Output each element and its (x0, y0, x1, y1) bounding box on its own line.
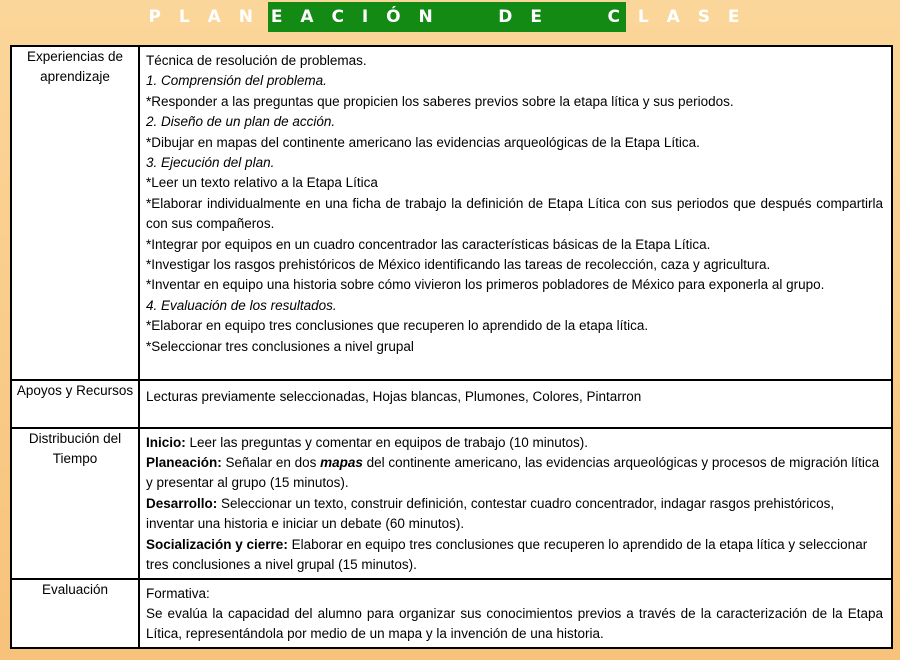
line-0: Técnica de resolución de problemas. (146, 53, 367, 68)
line-3: 2. Diseño de un plan de acción. (146, 114, 336, 130)
evaluacion-text: Se evalúa la capacidad del alumno para organizar sus conocimientos previos a través de la caracterización de la Etapa Lítica, representándola por medio de un mapa y la invención de una historia. (146, 606, 883, 642)
line-5: 3. Ejecución del plan. (146, 155, 275, 171)
line-2: *Responder a las preguntas que propicien los saberes previos sobre la etapa lítica y sus periodos. (146, 93, 734, 109)
line-1: 1. Comprensión del problema. (146, 73, 327, 89)
desarrollo-head: Desarrollo: (146, 495, 218, 511)
inicio-line (146, 433, 883, 453)
apoyos-text: Lecturas previamente seleccionadas, Hojas blancas, Plumones, Colores, Pintarron (146, 388, 642, 404)
planeacion-head: Planeación: (146, 454, 222, 470)
line-10: *Inventar en equipo una historia sobre cómo vivieron los primeros pobladores de México para exponerla al grupo. (146, 277, 825, 293)
row-apoyos (11, 380, 892, 428)
content-apoyos (139, 380, 892, 428)
line-6: *Leer un texto relativo a la Etapa Lítica (146, 175, 378, 191)
planeacion-emphasis: mapas (320, 454, 363, 470)
socializacion-line (146, 535, 883, 576)
lesson-plan-table (10, 45, 893, 649)
line-4: *Dibujar en mapas del continente americano las evidencias arqueológicas de la Etapa Lítica. (146, 134, 700, 150)
row-experiencias (11, 46, 892, 380)
line-11: 4. Evaluación de los resultados. (146, 297, 337, 313)
content-experiencias (139, 46, 892, 380)
desarrollo-text: Seleccionar un texto, construir definición, contestar cuadro concentrador, indagar rasgos prehistóricos, inventar una historia e iniciar un debate (60 minutos). (146, 495, 835, 532)
socializacion-head: Socialización y cierre: (146, 536, 288, 552)
line-7: *Elaborar individualmente en una ficha de trabajo la definición de Etapa Lítica con sus periodos que después compartirla con sus compañeros. (146, 195, 883, 232)
planeacion-text-b: del continente americano, las evidencias arqueológicas y procesos de migración lítica y presentar al grupo (15 minutos). (146, 454, 880, 491)
planeacion-text-a: Señalar en dos (221, 454, 321, 470)
page-title: P L A N E A C I Ó N D E C L A S E (268, 2, 626, 32)
planeacion-line (146, 453, 883, 494)
label-distribucion: Distribución del Tiempo (11, 428, 139, 579)
label-evaluacion: Evaluación (11, 579, 139, 648)
line-9: *Investigar los rasgos prehistóricos de México identificando las tareas de recolección, caza y agricultura. (146, 257, 771, 273)
inicio-head: Inicio: (146, 434, 186, 450)
line-8: *Integrar por equipos en un cuadro concentrador las características básicas de la Etapa Lítica. (146, 236, 711, 252)
evaluacion-type: Formativa: (146, 585, 210, 601)
inicio-text: Leer las preguntas y comentar en equipos de trabajo (10 minutos). (185, 434, 588, 450)
label-experiencias: Experiencias de aprendizaje (11, 46, 139, 380)
row-distribucion (11, 428, 892, 579)
socializacion-text: Elaborar en equipo tres conclusiones que recuperen lo aprendido de la etapa lítica y seleccionar tres conclusiones a nivel grupal (15 minutos). (146, 536, 868, 573)
content-evaluacion (139, 579, 892, 648)
row-evaluacion (11, 579, 892, 648)
desarrollo-line (146, 494, 883, 535)
line-13: *Seleccionar tres conclusiones a nivel grupal (146, 338, 414, 354)
line-12: *Elaborar en equipo tres conclusiones que recuperen lo aprendido de la etapa lítica. (146, 318, 649, 334)
content-distribucion (139, 428, 892, 579)
label-apoyos: Apoyos y Recursos (11, 380, 139, 428)
